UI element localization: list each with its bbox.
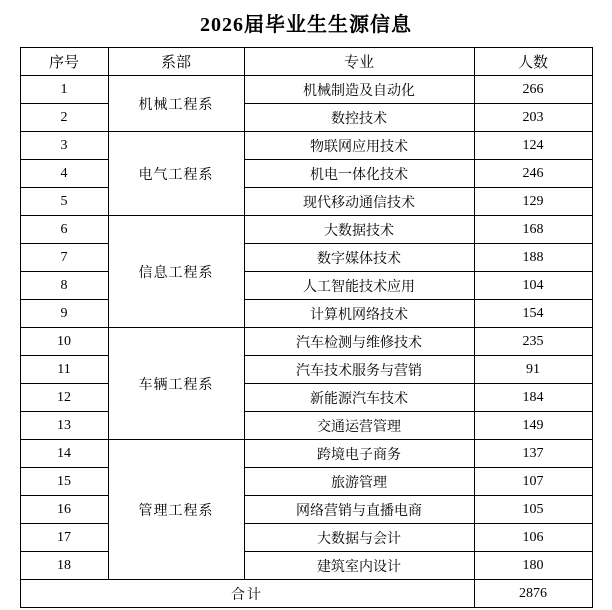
cell-count: 124 (474, 132, 592, 160)
cell-no: 15 (20, 468, 108, 496)
cell-major: 数控技术 (244, 104, 474, 132)
cell-major: 汽车检测与维修技术 (244, 328, 474, 356)
cell-count: 91 (474, 356, 592, 384)
table-row (20, 356, 592, 384)
table-row (20, 300, 592, 328)
cell-major: 建筑室内设计 (244, 552, 474, 580)
cell-count: 188 (474, 244, 592, 272)
cell-major: 数字媒体技术 (244, 244, 474, 272)
cell-department: 管理工程系 (108, 440, 244, 580)
cell-major: 现代移动通信技术 (244, 188, 474, 216)
cell-count: 105 (474, 496, 592, 524)
total-label: 合计 (20, 580, 474, 608)
cell-count: 235 (474, 328, 592, 356)
graduates-source-table (20, 47, 593, 608)
cell-major: 新能源汽车技术 (244, 384, 474, 412)
cell-no: 5 (20, 188, 108, 216)
table-row (20, 160, 592, 188)
cell-major: 机械制造及自动化 (244, 76, 474, 104)
table-header (20, 48, 592, 76)
table-row (20, 496, 592, 524)
cell-count: 266 (474, 76, 592, 104)
table-row (20, 524, 592, 552)
table-row (20, 468, 592, 496)
cell-department: 机械工程系 (108, 76, 244, 132)
cell-count: 129 (474, 188, 592, 216)
table-row (20, 132, 592, 160)
cell-major: 物联网应用技术 (244, 132, 474, 160)
table-row (20, 384, 592, 412)
cell-no: 12 (20, 384, 108, 412)
cell-no: 2 (20, 104, 108, 132)
cell-count: 149 (474, 412, 592, 440)
cell-no: 13 (20, 412, 108, 440)
cell-no: 18 (20, 552, 108, 580)
cell-count: 203 (474, 104, 592, 132)
total-row (20, 580, 592, 608)
cell-no: 7 (20, 244, 108, 272)
cell-count: 106 (474, 524, 592, 552)
cell-department: 信息工程系 (108, 216, 244, 328)
table-row (20, 104, 592, 132)
cell-no: 11 (20, 356, 108, 384)
cell-count: 246 (474, 160, 592, 188)
cell-count: 180 (474, 552, 592, 580)
table-body (20, 76, 592, 580)
cell-no: 10 (20, 328, 108, 356)
table-row (20, 272, 592, 300)
cell-major: 交通运营管理 (244, 412, 474, 440)
cell-major: 汽车技术服务与营销 (244, 356, 474, 384)
cell-major: 旅游管理 (244, 468, 474, 496)
column-header-major: 专业 (244, 48, 474, 76)
cell-major: 大数据与会计 (244, 524, 474, 552)
table-row (20, 440, 592, 468)
table-header-row (20, 48, 592, 76)
cell-major: 大数据技术 (244, 216, 474, 244)
cell-department: 电气工程系 (108, 132, 244, 216)
cell-count: 137 (474, 440, 592, 468)
cell-no: 16 (20, 496, 108, 524)
cell-no: 4 (20, 160, 108, 188)
cell-count: 104 (474, 272, 592, 300)
cell-no: 17 (20, 524, 108, 552)
cell-major: 机电一体化技术 (244, 160, 474, 188)
total-count: 2876 (474, 580, 592, 608)
table-row (20, 188, 592, 216)
table-row (20, 412, 592, 440)
cell-major: 计算机网络技术 (244, 300, 474, 328)
cell-department: 车辆工程系 (108, 328, 244, 440)
table-row (20, 328, 592, 356)
cell-no: 14 (20, 440, 108, 468)
column-header-count: 人数 (474, 48, 592, 76)
page-title: 2026届毕业生生源信息 (200, 14, 412, 36)
table-row (20, 552, 592, 580)
table-row (20, 244, 592, 272)
cell-no: 3 (20, 132, 108, 160)
cell-count: 168 (474, 216, 592, 244)
cell-no: 6 (20, 216, 108, 244)
table-row (20, 216, 592, 244)
column-header-no: 序号 (20, 48, 108, 76)
cell-no: 9 (20, 300, 108, 328)
cell-count: 154 (474, 300, 592, 328)
cell-major: 网络营销与直播电商 (244, 496, 474, 524)
cell-major: 跨境电子商务 (244, 440, 474, 468)
cell-count: 107 (474, 468, 592, 496)
cell-no: 1 (20, 76, 108, 104)
cell-no: 8 (20, 272, 108, 300)
cell-major: 人工智能技术应用 (244, 272, 474, 300)
column-header-department: 系部 (108, 48, 244, 76)
table-row (20, 76, 592, 104)
cell-count: 184 (474, 384, 592, 412)
table-footer (20, 580, 592, 608)
